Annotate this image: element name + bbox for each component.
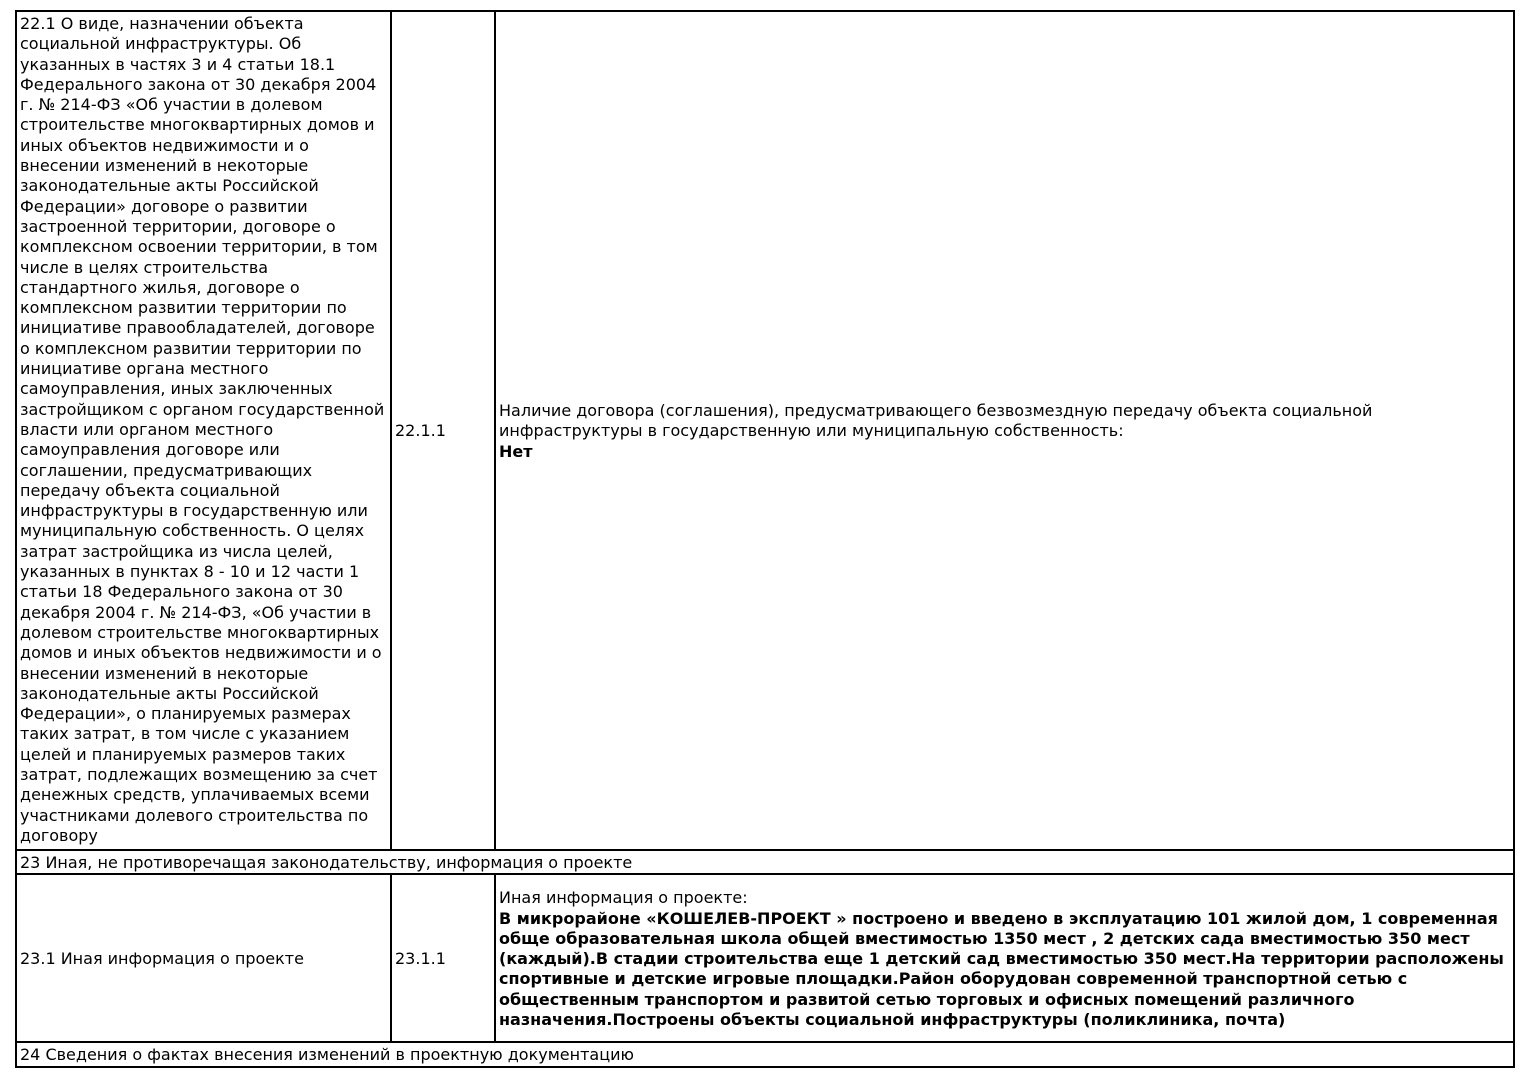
disclosure-table	[15, 10, 1515, 1068]
section-row-24	[16, 1042, 1514, 1066]
row-22-1-code: 22.1.1	[391, 11, 495, 850]
row-23-1-text: В микрорайоне «КОШЕЛЕВ-ПРОЕКТ » построено и введено в эксплуатацию 101 жилой дом, 1 современная обще образовательная школа общей вместимостью 1350 мест , 2 детских сада вместимостью 350 мест (каждый).В стадии строительства еще 1 детский сад вместимостью 350 мест.На территории расположены спортивные и детские игровые площадки.Район оборудован современной транспортной сетью с общественным транспортом и развитой сетью торговых и офисных помещений различного назначения.Построены объекты социальной инфраструктуры (поликлиника, почта)	[499, 908, 1504, 1030]
table-row-23-1	[16, 874, 1514, 1042]
row-22-1-answer: Нет	[499, 441, 533, 461]
row-23-1-value-cell	[495, 874, 1514, 1042]
row-23-1-heading: Иная информация о проекте:	[499, 888, 748, 908]
table-row-22-1	[16, 11, 1514, 850]
row-22-1-value-cell	[495, 11, 1514, 850]
row-22-1-question: Наличие договора (соглашения), предусматривающего безвозмездную передачу объекта социальной инфраструктуры в государственную или муниципальную собственность:	[499, 401, 1373, 441]
section-row-23	[16, 850, 1514, 874]
row-23-1-label: 23.1 Иная информация о проекте	[16, 874, 391, 1042]
section-23-title: 23 Иная, не противоречащая законодательству, информация о проекте	[16, 850, 1514, 874]
row-23-1-code: 23.1.1	[391, 874, 495, 1042]
section-24-title: 24 Сведения о фактах внесения изменений в проектную документацию	[16, 1042, 1514, 1066]
row-22-1-label: 22.1 О виде, назначении объекта социальной инфраструктуры. Об указанных в частях 3 и 4 статьи 18.1 Федерального закона от 30 декабря 2004 г. № 214-ФЗ «Об участии в долевом строительстве многоквартирных домов и иных объектов недвижимости и о внесении изменений в некоторые законодательные акты Российской Федерации» договоре о развитии застроенной территории, договоре о комплексном освоении территории, в том числе в целях строительства стандартного жилья, договоре о комплексном развитии территории по инициативе правообладателей, договоре о комплексном развитии территории по инициативе органа местного самоуправления, иных заключенных застройщиком с органом государственной власти или органом местного самоуправления договоре или соглашении, предусматривающих передачу объекта социальной инфраструктуры в государственную или муниципальную собственность. О целях затрат застройщика из числа целей, указанных в пунктах 8 - 10 и 12 части 1 статьи 18 Федерального закона от 30 декабря 2004 г. № 214-ФЗ, «Об участии в долевом строительстве многоквартирных домов и иных объектов недвижимости и о внесении изменений в некоторые законодательные акты Российской Федерации», о планируемых размерах таких затрат, в том числе с указанием целей и планируемых размеров таких затрат, подлежащих возмещению за счет денежных средств, уплачиваемых всеми участниками долевого строительства по договору	[16, 11, 391, 850]
